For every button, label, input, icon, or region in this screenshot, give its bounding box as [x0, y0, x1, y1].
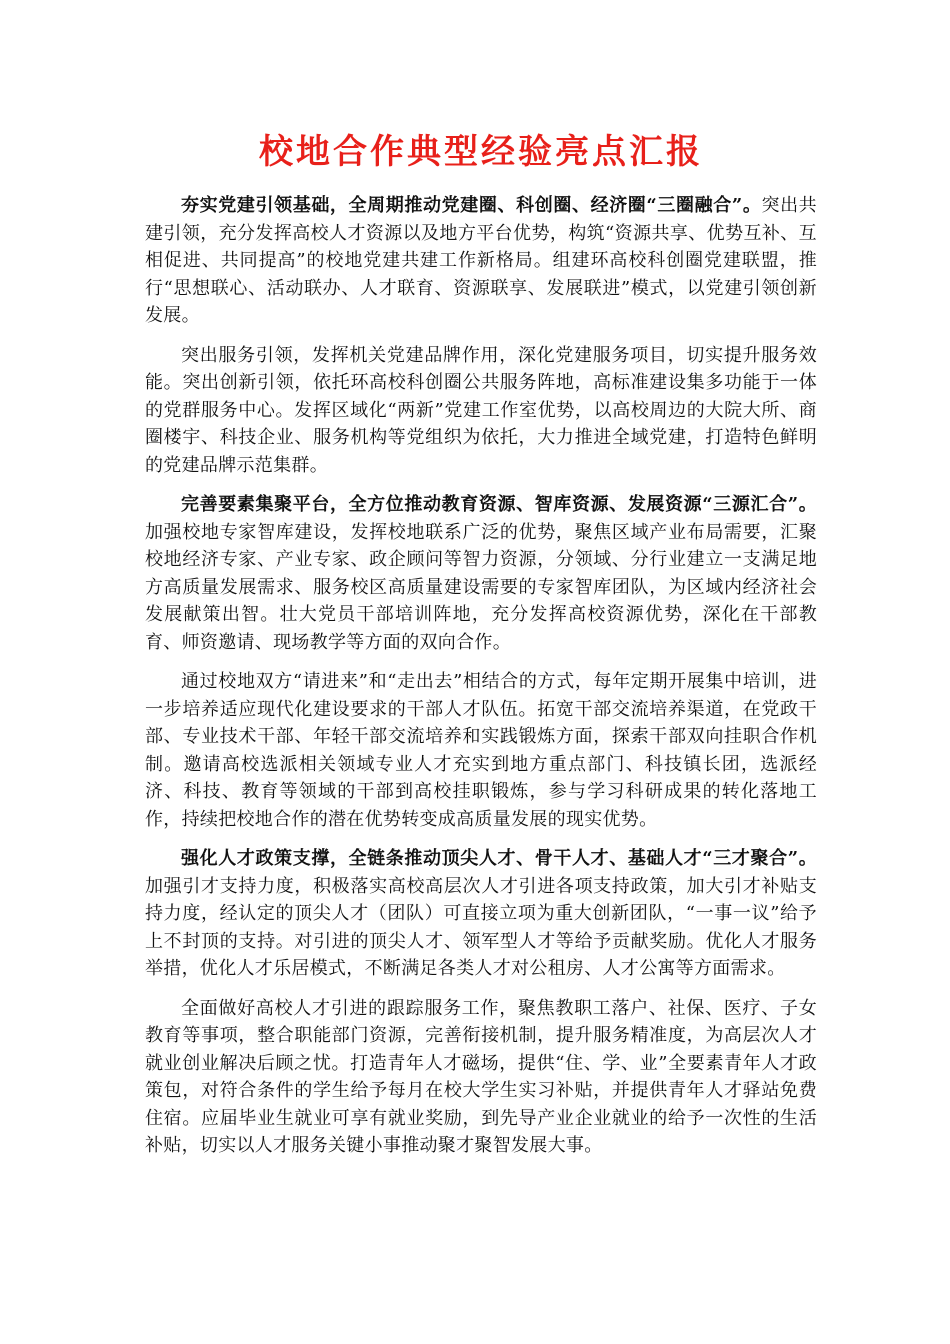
paragraph-4-text: 通过校地双方“请进来”和“走出去”相结合的方式，每年定期开展集中培训，进一步培养适应现代化建设要求的干部人才队伍。拓宽干部交流培养渠道，在党政干部、专业技术干部、年轻干部交流培养和实践锻炼方面，探索干部双向挂职合作机制。邀请高校选派相关领域专业人才充实到地方重点部门、科技镇长团，选派经济、科技、教育等领域的干部到高校挂职锻炼，参与学习科研成果的转化落地工作，持续把校地合作的潜在优势转变成高质量发展的现实优势。	[145, 671, 817, 830]
paragraph-2	[145, 342, 817, 480]
paragraph-1-text: 突出共建引领，充分发挥高校人才资源以及地方平台优势，构筑“资源共享、优势互补、互相促进、共同提高”的校地党建共建工作新格局。组建环高校科创圈党建联盟，推行“思想联心、活动联办、人才联育、资源联享、发展联进”模式，以党建引领创新发展。	[145, 195, 817, 326]
paragraph-1	[145, 192, 817, 330]
paragraph-1-lead: 夯实党建引领基础，全周期推动党建圈、科创圈、经济圈“三圈融合”。	[181, 195, 762, 216]
paragraph-2-text: 突出服务引领，发挥机关党建品牌作用，深化党建服务项目，切实提升服务效能。突出创新引领，依托环高校科创圈公共服务阵地，高标准建设集多功能于一体的党群服务中心。发挥区域化“两新”党建工作室优势，以高校周边的大院大所、商圈楼宇、科技企业、服务机构等党组织为依托，大力推进全域党建，打造特色鲜明的党建品牌示范集群。	[145, 344, 817, 476]
paragraph-3-lead: 完善要素集聚平台，全方位推动教育资源、智库资源、发展资源“三源汇合”。	[181, 494, 817, 515]
document-page	[145, 130, 817, 1172]
paragraph-4	[145, 668, 817, 833]
paragraph-3-text: 加强校地专家智库建设，发挥校地联系广泛的优势，聚焦区域产业布局需要，汇聚校地经济专家、产业专家、政企顾问等智力资源，分领域、分行业建立一支满足地方高质量发展需求、服务校区高质量建设需要的专家智库团队，为区域内经济社会发展献策出智。壮大党员干部培训阵地，充分发挥高校资源优势，深化在干部教育、师资邀请、现场教学等方面的双向合作。	[145, 521, 817, 653]
paragraph-3	[145, 491, 817, 656]
paragraph-6-text: 全面做好高校人才引进的跟踪服务工作，聚焦教职工落户、社保、医疗、子女教育等事项，整合职能部门资源，完善衔接机制，提升服务精准度，为高层次人才就业创业解决后顾之忧。打造青年人才磁场，提供“住、学、业”全要素青年人才政策包，对符合条件的学生给予每月在校大学生实习补贴，并提供青年人才驿站免费住宿。应届毕业生就业可享有就业奖励，到先导产业企业就业的给予一次性的生活补贴，切实以人才服务关键小事推动聚才聚智发展大事。	[145, 997, 817, 1156]
document-title: 校地合作典型经验亮点汇报	[259, 132, 703, 172]
paragraph-5-lead: 强化人才政策支撑，全链条推动顶尖人才、骨干人才、基础人才“三才聚合”。	[181, 848, 817, 869]
paragraph-5	[145, 845, 817, 983]
paragraph-6	[145, 995, 817, 1160]
paragraph-5-text: 加强引才支持力度，积极落实高校高层次人才引进各项支持政策，加大引才补贴支持力度，经认定的顶尖人才（团队）可直接立项为重大创新团队，“一事一议”给予上不封顶的支持。对引进的顶尖人才、领军型人才等给予贡献奖励。优化人才服务举措，优化人才乐居模式，不断满足各类人才对公租房、人才公寓等方面需求。	[145, 875, 817, 979]
